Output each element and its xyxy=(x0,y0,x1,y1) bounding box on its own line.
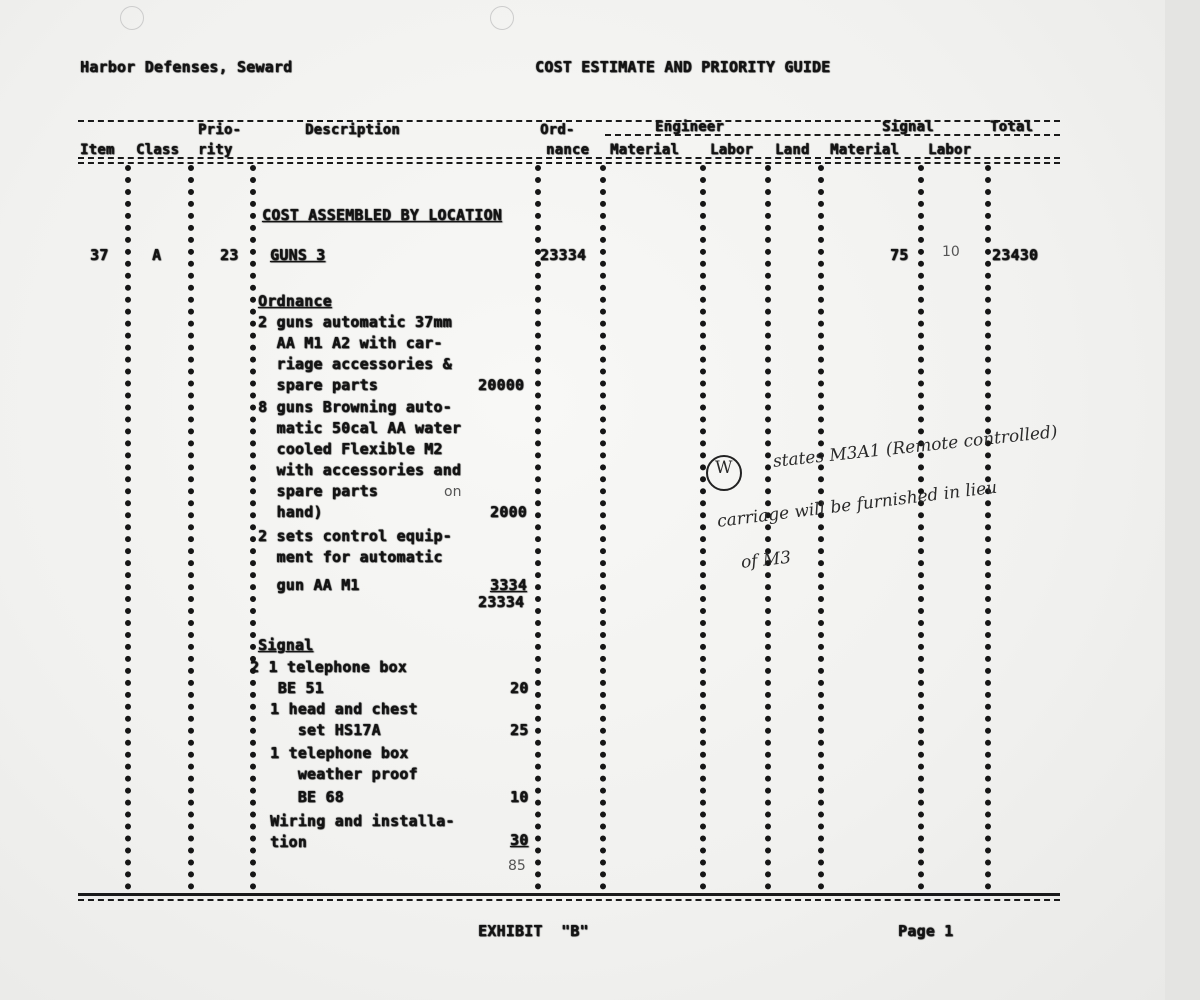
ordnance-entry-line: 8 guns Browning auto- xyxy=(258,398,452,416)
ordnance-entry-line: riage accessories & xyxy=(258,355,452,373)
column-separator xyxy=(985,165,991,890)
signal-entry-line: weather proof xyxy=(270,765,418,783)
ordnance-entry-line: gun AA M1 xyxy=(258,576,360,594)
ordnance-pencil-note: on xyxy=(444,484,462,500)
row-signal-material: 75 xyxy=(890,246,909,264)
document-title: COST ESTIMATE AND PRIORITY GUIDE xyxy=(535,58,831,76)
col-header-nance: nance xyxy=(546,142,590,158)
col-header-sig-labor: Labor xyxy=(928,142,972,158)
ordnance-entry-line: spare parts xyxy=(258,482,378,500)
section-heading: COST ASSEMBLED BY LOCATION xyxy=(262,206,502,224)
table-bottom-rule xyxy=(78,893,1060,896)
signal-entry-line: 1 head and chest xyxy=(270,700,418,718)
row-total: 23430 xyxy=(992,246,1039,264)
ordnance-entry-line: ment for automatic xyxy=(258,548,443,566)
column-separator xyxy=(535,165,541,890)
col-header-sig-material: Material xyxy=(830,142,900,158)
col-header-signal: Signal xyxy=(882,119,934,135)
col-header-item: Item xyxy=(80,142,115,158)
col-header-engineer: Engineer xyxy=(655,119,725,135)
ordnance-entry-line: with accessories and xyxy=(258,461,462,479)
signal-entry-line: 1 telephone box xyxy=(270,744,409,762)
ordnance-entry-amount: 2000 xyxy=(490,503,527,521)
row-class: A xyxy=(152,246,162,264)
handwritten-circled-letter: W xyxy=(715,458,733,478)
signal-entry-line: BE 68 xyxy=(270,788,344,806)
col-header-priority: Prio- xyxy=(198,122,242,138)
ordnance-subtotal: 23334 xyxy=(478,593,525,611)
ordnance-entry-line: matic 50cal AA water xyxy=(258,419,462,437)
col-header-eng-land: Land xyxy=(775,142,810,158)
col-header-eng-labor: Labor xyxy=(710,142,754,158)
ordnance-entry-amount: 3334 xyxy=(490,576,527,594)
signal-entry-line: BE 51 xyxy=(250,679,324,697)
col-header-description: Description xyxy=(305,122,400,138)
signal-entry-line: 2 1 telephone box xyxy=(250,658,407,676)
punch-hole xyxy=(120,6,144,30)
handwritten-note-line: of M3 xyxy=(740,547,792,573)
handwritten-note-line: states M3A1 (Remote controlled) xyxy=(772,422,1059,472)
document-location-title: Harbor Defenses, Seward xyxy=(80,58,293,76)
column-separator xyxy=(765,165,771,890)
handwritten-note-line: carriage will be furnished in lieu xyxy=(716,477,999,532)
column-separator xyxy=(250,165,256,890)
col-header-total: Total xyxy=(990,119,1034,135)
signal-entry-amount: 25 xyxy=(510,721,529,739)
signal-entry-line: tion xyxy=(270,833,307,851)
signal-total-handwritten: 85 xyxy=(508,858,526,874)
row-item-number: 37 xyxy=(90,246,109,264)
ordnance-entry-amount: 20000 xyxy=(478,376,525,394)
signal-entry-amount: 20 xyxy=(510,679,529,697)
ordnance-entry-line: cooled Flexible M2 xyxy=(258,440,443,458)
ordnance-entry-line: spare parts xyxy=(258,376,378,394)
punch-hole xyxy=(490,6,514,30)
col-header-rity: rity xyxy=(198,142,233,158)
row-priority: 23 xyxy=(220,246,239,264)
footer-page-number: Page 1 xyxy=(898,922,954,940)
column-separator xyxy=(125,165,131,890)
table-bottom-rule-2 xyxy=(78,899,1060,901)
footer-exhibit: EXHIBIT "B" xyxy=(478,922,589,940)
signal-heading: Signal xyxy=(258,636,314,654)
col-header-eng-material: Material xyxy=(610,142,680,158)
col-header-ordnance: Ord- xyxy=(540,122,575,138)
ordnance-heading: Ordnance xyxy=(258,292,332,310)
column-separator xyxy=(600,165,606,890)
col-header-class: Class xyxy=(136,142,180,158)
row-signal-labor: 10 xyxy=(942,244,960,260)
signal-entry-line: Wiring and installa- xyxy=(270,812,455,830)
signal-entry-line: set HS17A xyxy=(270,721,381,739)
column-separator xyxy=(700,165,706,890)
column-separator xyxy=(818,165,824,890)
signal-entry-amount: 10 xyxy=(510,788,529,806)
column-separator xyxy=(188,165,194,890)
ordnance-entry-line: hand) xyxy=(258,503,323,521)
ordnance-entry-line: 2 guns automatic 37mm xyxy=(258,313,452,331)
column-separator xyxy=(918,165,924,890)
signal-entry-amount: 30 xyxy=(510,831,529,849)
row-ordnance-amount: 23334 xyxy=(540,246,587,264)
ordnance-entry-line: 2 sets control equip- xyxy=(258,527,452,545)
row-name: GUNS 3 xyxy=(270,246,326,264)
ordnance-entry-line: AA M1 A2 with car- xyxy=(258,334,443,352)
header-bottom-rule xyxy=(78,162,1060,164)
